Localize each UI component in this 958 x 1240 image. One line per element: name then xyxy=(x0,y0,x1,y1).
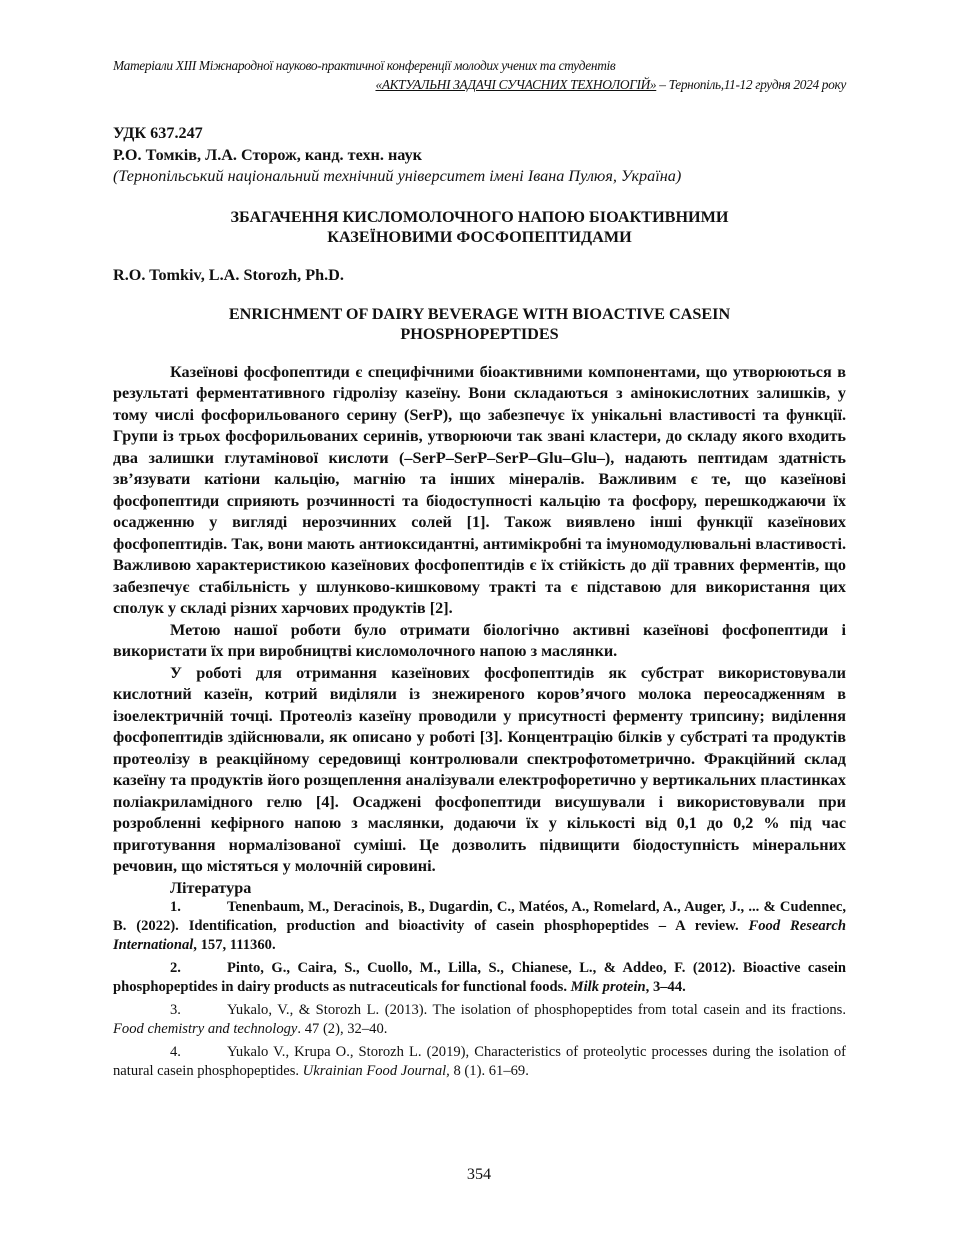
title-ua-line-2: КАЗЕЇНОВИМИ ФОСФОПЕПТИДАМИ xyxy=(327,227,632,246)
title-ua-line-1: ЗБАГАЧЕННЯ КИСЛОМОЛОЧНОГО НАПОЮ БІОАКТИВНИМИ xyxy=(230,207,729,226)
literature-heading: Література xyxy=(170,878,252,897)
page-content xyxy=(113,56,846,1085)
reference-number: 2. xyxy=(170,959,181,976)
paragraph-3: У роботі для отримання казеїнових фосфопептидів як субстрат використовували кислотний казеїн, котрий виділяли із знежиреного коров’ячого молока переосадженням в ізоелектричній точці. Протеоліз казеїну проводили у присутності ферменту трипсину; виділення фосфопептидів здійснювали, як описано у роботі [3]. Концентрацію білків у субстраті та продуктів протеолізу в реакційному середовищі контролювали спектрофотометрично. Фракційний склад казеїну та продуктів його розщеплення аналізували електрофоретично у вертикальних пластинках поліакриламідного гелю [4]. Осаджені фосфопептиди висушували і використовували при розробленні кефірного напою з маслянки, додаючи їх у кількості від 0,1 до 0,2 % під час приготування нормалізованої суміші. Це дозволить підвищити біодоступність мінеральних речовин, що містяться у молочній сировині. xyxy=(113,663,846,875)
reference-number: 4. xyxy=(170,1043,181,1060)
conference-name: «АКТУАЛЬНІ ЗАДАЧІ СУЧАСНИХ ТЕХНОЛОГІЙ» xyxy=(375,77,657,92)
article-body xyxy=(113,362,846,878)
affiliation: (Тернопільський національний технічний університет імені Івана Пулюя, Україна) xyxy=(113,167,682,185)
reference-text: Yukalo V., Krupa O., Storozh L. (2019), Characteristics of proteolytic processes during the isolation of natural casein phosphopeptides. xyxy=(113,1043,846,1079)
reference-list xyxy=(113,898,846,1081)
reference-number: 3. xyxy=(170,1001,181,1018)
header-line-2 xyxy=(113,75,846,94)
reference-journal: Food Research International xyxy=(113,917,846,953)
authors-en: R.O. Tomkiv, L.A. Storozh, Ph.D. xyxy=(113,265,344,284)
title-en-line-2: PHOSPHOPEPTIDES xyxy=(400,324,559,343)
reference-tail: , 157, 111360. xyxy=(193,936,276,953)
reference-item xyxy=(113,959,846,997)
reference-number: 1. xyxy=(170,898,181,915)
reference-item xyxy=(113,1001,846,1039)
reference-tail: , 3–44. xyxy=(645,978,686,995)
article-meta xyxy=(113,123,846,188)
reference-text: Yukalo, V., & Storozh L. (2013). The isolation of phosphopeptides from total casein and its fractions. xyxy=(227,1001,846,1018)
authors-ua: Р.О. Томків, Л.А. Сторож, канд. техн. наук xyxy=(113,145,422,164)
reference-item xyxy=(113,1043,846,1081)
reference-text: Pinto, G., Caira, S., Cuollo, M., Lilla, S., Chianese, L., & Addeo, F. (2012). Bioactive casein phosphopeptides in dairy products as nutraceuticals for functional foods. xyxy=(113,959,846,995)
title-en xyxy=(113,304,846,344)
conference-date: – Тернопіль,11-12 грудня 2024 року xyxy=(656,77,846,92)
udk-code: УДК 637.247 xyxy=(113,124,203,142)
title-en-line-1: ENRICHMENT OF DAIRY BEVERAGE WITH BIOACTIVE CASEIN xyxy=(228,304,731,323)
reference-journal: Milk protein xyxy=(570,978,646,995)
paragraph-2: Метою нашої роботи було отримати біологічно активні казеїнові фосфопептиди і використати їх при виробництві кисломолочного напою з маслянки. xyxy=(113,620,846,660)
reference-tail: . 47 (2), 32–40. xyxy=(297,1020,388,1037)
reference-item xyxy=(113,898,846,955)
title-ua xyxy=(113,207,846,247)
header-line-1: Матеріали XIII Міжнародної науково-практичної конференції молодих учених та студентів xyxy=(113,58,616,73)
paragraph-1: Казеїнові фосфопептиди є специфічними біоактивними компонентами, що утворюються в результаті ферментативного гідролізу казеїну. Вони складаються з амінокислотних залишків, у тому числі фосфорильованого серину (SerP), що забезпечує їх унікальні властивості та функції. Групи із трьох фосфорильованих серинів, утворюючи так звані кластери, до складу якого входить два залишки глутамінової кислоти (–SerP–SerP–SerP–Glu–Glu–), надають пептидам здатність зв’язувати катіони кальцію, магнію та інших мінералів. Важливим є те, що казеїнові фосфопептиди сприяють розчинності та біодоступності кальцію та фосфору, перешкоджаючи їх осадженню у вигляді нерозчинних солей [1]. Також виявлено інші функції казеїнових фосфопептидів. Так, вони мають антиоксидантні, антимікробні та імуномодулювальні властивості. Важливою характеристикою казеїнових фосфопептидів є їх стійкість до дії травних ферментів, що забезпечує стабільність у шлунково-кишковому тракті та є підставою для використання цих сполук у складі різних харчових продуктів [2]. xyxy=(113,362,846,617)
page-number: 354 xyxy=(466,1165,492,1183)
reference-text: Tenenbaum, M., Deracinois, B., Dugardin, C., Matéos, A., Romelard, A., Auger, J., ... & Cudennec, B. (2022). Identification, production and bioactivity of casein phosphopeptides – A review. xyxy=(113,898,846,934)
running-header xyxy=(113,56,846,94)
reference-journal: Food chemistry and technology xyxy=(113,1020,298,1037)
reference-journal: Ukrainian Food Journal, xyxy=(302,1062,450,1079)
reference-tail: 8 (1). 61–69. xyxy=(449,1062,529,1079)
